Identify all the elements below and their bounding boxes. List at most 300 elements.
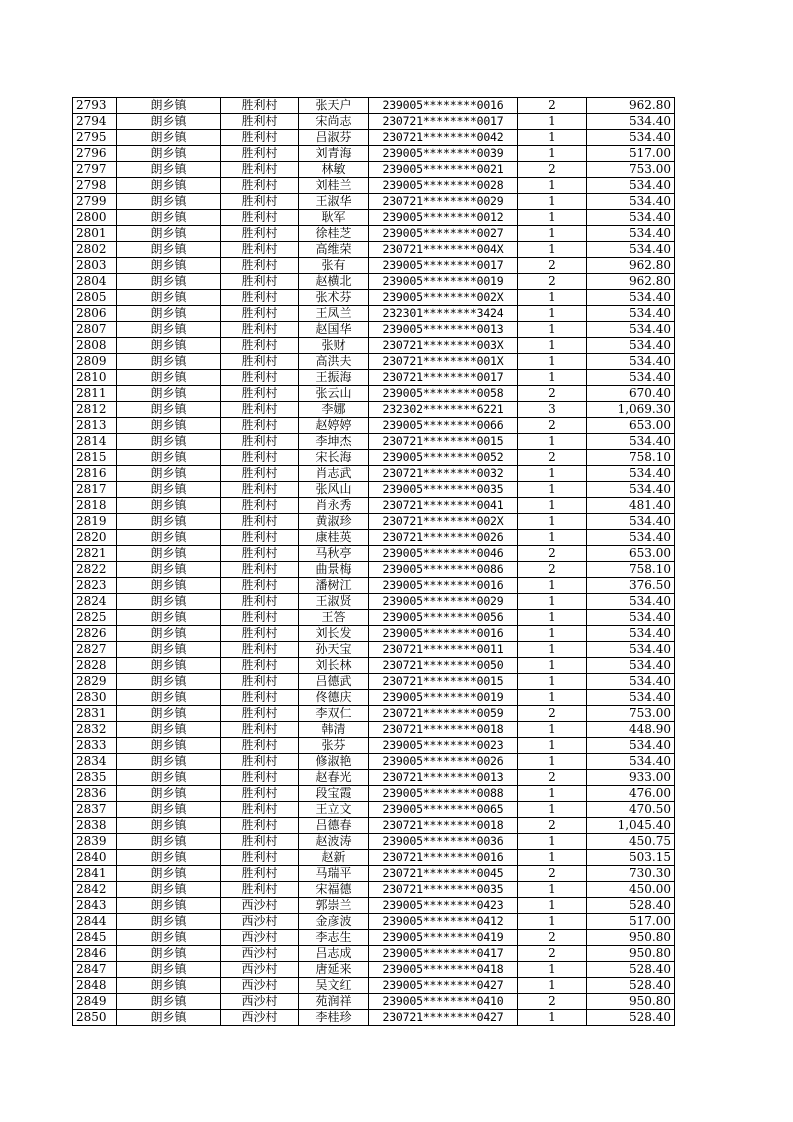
table-row (73, 114, 675, 130)
village-cell: 西沙村 (221, 898, 299, 914)
seq-cell: 2824 (73, 594, 117, 610)
town-cell: 朗乡镇 (117, 178, 221, 194)
amount-cell: 534.40 (587, 754, 675, 770)
table-row (73, 130, 675, 146)
table-row (73, 258, 675, 274)
village-cell: 西沙村 (221, 962, 299, 978)
household-count-cell: 2 (518, 386, 587, 402)
town-cell: 朗乡镇 (117, 130, 221, 146)
seq-cell: 2844 (73, 914, 117, 930)
name-cell: 宋尚志 (299, 114, 369, 130)
household-count-cell: 1 (518, 178, 587, 194)
amount-cell: 534.40 (587, 178, 675, 194)
household-count-cell: 1 (518, 642, 587, 658)
village-cell: 胜利村 (221, 786, 299, 802)
amount-cell: 1,069.30 (587, 402, 675, 418)
table-row (73, 1010, 675, 1026)
village-cell: 胜利村 (221, 706, 299, 722)
seq-cell: 2818 (73, 498, 117, 514)
village-cell: 胜利村 (221, 194, 299, 210)
household-count-cell: 1 (518, 962, 587, 978)
village-cell: 西沙村 (221, 930, 299, 946)
amount-cell: 448.90 (587, 722, 675, 738)
seq-cell: 2836 (73, 786, 117, 802)
household-count-cell: 1 (518, 530, 587, 546)
name-cell: 宋福德 (299, 882, 369, 898)
seq-cell: 2845 (73, 930, 117, 946)
household-count-cell: 2 (518, 162, 587, 178)
household-count-cell: 1 (518, 754, 587, 770)
amount-cell: 534.40 (587, 610, 675, 626)
name-cell: 苑润祥 (299, 994, 369, 1010)
amount-cell: 528.40 (587, 898, 675, 914)
seq-cell: 2800 (73, 210, 117, 226)
seq-cell: 2828 (73, 658, 117, 674)
table-row (73, 930, 675, 946)
village-cell: 胜利村 (221, 562, 299, 578)
amount-cell: 517.00 (587, 146, 675, 162)
id-number-cell: 230721********0029 (369, 194, 518, 210)
amount-cell: 534.40 (587, 642, 675, 658)
name-cell: 张财 (299, 338, 369, 354)
town-cell: 朗乡镇 (117, 818, 221, 834)
village-cell: 西沙村 (221, 946, 299, 962)
village-cell: 胜利村 (221, 578, 299, 594)
town-cell: 朗乡镇 (117, 210, 221, 226)
id-number-cell: 230721********0045 (369, 866, 518, 882)
village-cell: 胜利村 (221, 802, 299, 818)
village-cell: 胜利村 (221, 738, 299, 754)
town-cell: 朗乡镇 (117, 226, 221, 242)
name-cell: 黄淑珍 (299, 514, 369, 530)
village-cell: 胜利村 (221, 386, 299, 402)
name-cell: 刘长发 (299, 626, 369, 642)
table-row (73, 370, 675, 386)
seq-cell: 2801 (73, 226, 117, 242)
seq-cell: 2808 (73, 338, 117, 354)
town-cell: 朗乡镇 (117, 274, 221, 290)
id-number-cell: 239005********0017 (369, 258, 518, 274)
name-cell: 王凤兰 (299, 306, 369, 322)
name-cell: 赵横北 (299, 274, 369, 290)
amount-cell: 534.40 (587, 226, 675, 242)
town-cell: 朗乡镇 (117, 578, 221, 594)
id-number-cell: 239005********0016 (369, 626, 518, 642)
town-cell: 朗乡镇 (117, 946, 221, 962)
seq-cell: 2847 (73, 962, 117, 978)
table-row (73, 674, 675, 690)
amount-cell: 534.40 (587, 242, 675, 258)
household-count-cell: 1 (518, 482, 587, 498)
id-number-cell: 239005********0427 (369, 978, 518, 994)
name-cell: 康桂英 (299, 530, 369, 546)
town-cell: 朗乡镇 (117, 98, 221, 114)
town-cell: 朗乡镇 (117, 514, 221, 530)
name-cell: 张芬 (299, 738, 369, 754)
village-cell: 胜利村 (221, 114, 299, 130)
household-count-cell: 1 (518, 610, 587, 626)
amount-cell: 670.40 (587, 386, 675, 402)
id-number-cell: 239005********0016 (369, 578, 518, 594)
village-cell: 胜利村 (221, 178, 299, 194)
table-row (73, 290, 675, 306)
name-cell: 赵婷婷 (299, 418, 369, 434)
amount-cell: 450.75 (587, 834, 675, 850)
name-cell: 潘树江 (299, 578, 369, 594)
table-row (73, 850, 675, 866)
id-number-cell: 239005********0058 (369, 386, 518, 402)
table-row (73, 386, 675, 402)
town-cell: 朗乡镇 (117, 882, 221, 898)
table-row (73, 98, 675, 114)
table-row (73, 898, 675, 914)
amount-cell: 534.40 (587, 114, 675, 130)
amount-cell: 503.15 (587, 850, 675, 866)
household-count-cell: 1 (518, 306, 587, 322)
town-cell: 朗乡镇 (117, 546, 221, 562)
id-number-cell: 239005********0088 (369, 786, 518, 802)
seq-cell: 2817 (73, 482, 117, 498)
name-cell: 曲景梅 (299, 562, 369, 578)
village-cell: 胜利村 (221, 498, 299, 514)
table-row (73, 514, 675, 530)
seq-cell: 2813 (73, 418, 117, 434)
town-cell: 朗乡镇 (117, 770, 221, 786)
seq-cell: 2794 (73, 114, 117, 130)
name-cell: 吴文红 (299, 978, 369, 994)
amount-cell: 450.00 (587, 882, 675, 898)
town-cell: 朗乡镇 (117, 642, 221, 658)
household-count-cell: 1 (518, 210, 587, 226)
town-cell: 朗乡镇 (117, 562, 221, 578)
table-row (73, 146, 675, 162)
name-cell: 肖永秀 (299, 498, 369, 514)
seq-cell: 2839 (73, 834, 117, 850)
amount-cell: 653.00 (587, 546, 675, 562)
table-row (73, 498, 675, 514)
household-count-cell: 1 (518, 690, 587, 706)
town-cell: 朗乡镇 (117, 850, 221, 866)
town-cell: 朗乡镇 (117, 898, 221, 914)
village-cell: 胜利村 (221, 370, 299, 386)
id-number-cell: 239005********0086 (369, 562, 518, 578)
village-cell: 胜利村 (221, 514, 299, 530)
village-cell: 胜利村 (221, 546, 299, 562)
amount-cell: 753.00 (587, 162, 675, 178)
village-cell: 胜利村 (221, 402, 299, 418)
table-row (73, 626, 675, 642)
table-row (73, 562, 675, 578)
id-number-cell: 239005********0013 (369, 322, 518, 338)
seq-cell: 2838 (73, 818, 117, 834)
household-count-cell: 1 (518, 226, 587, 242)
table-body (73, 98, 675, 1026)
id-number-cell: 230721********0017 (369, 370, 518, 386)
seq-cell: 2814 (73, 434, 117, 450)
id-number-cell: 239005********0012 (369, 210, 518, 226)
id-number-cell: 239005********0419 (369, 930, 518, 946)
village-cell: 胜利村 (221, 290, 299, 306)
id-number-cell: 239005********0027 (369, 226, 518, 242)
amount-cell: 962.80 (587, 274, 675, 290)
table-row (73, 338, 675, 354)
household-count-cell: 1 (518, 738, 587, 754)
table-row (73, 642, 675, 658)
name-cell: 高洪夫 (299, 354, 369, 370)
id-number-cell: 239005********0036 (369, 834, 518, 850)
seq-cell: 2846 (73, 946, 117, 962)
household-count-cell: 1 (518, 594, 587, 610)
table-row (73, 786, 675, 802)
amount-cell: 962.80 (587, 258, 675, 274)
table-row (73, 306, 675, 322)
id-number-cell: 230721********001X (369, 354, 518, 370)
seq-cell: 2842 (73, 882, 117, 898)
seq-cell: 2797 (73, 162, 117, 178)
amount-cell: 528.40 (587, 1010, 675, 1026)
name-cell: 修淑艳 (299, 754, 369, 770)
household-count-cell: 1 (518, 1010, 587, 1026)
household-count-cell: 1 (518, 626, 587, 642)
village-cell: 胜利村 (221, 866, 299, 882)
id-number-cell: 230721********0017 (369, 114, 518, 130)
household-count-cell: 1 (518, 578, 587, 594)
id-number-cell: 230721********0015 (369, 674, 518, 690)
household-count-cell: 2 (518, 706, 587, 722)
town-cell: 朗乡镇 (117, 994, 221, 1010)
town-cell: 朗乡镇 (117, 418, 221, 434)
id-number-cell: 239005********0052 (369, 450, 518, 466)
table-row (73, 162, 675, 178)
name-cell: 刘桂兰 (299, 178, 369, 194)
name-cell: 高维荣 (299, 242, 369, 258)
amount-cell: 534.40 (587, 626, 675, 642)
name-cell: 李志生 (299, 930, 369, 946)
town-cell: 朗乡镇 (117, 610, 221, 626)
table-row (73, 594, 675, 610)
amount-cell: 534.40 (587, 210, 675, 226)
table-row (73, 546, 675, 562)
id-number-cell: 230721********003X (369, 338, 518, 354)
village-cell: 胜利村 (221, 594, 299, 610)
id-number-cell: 230721********0013 (369, 770, 518, 786)
subsidy-table (72, 97, 675, 1026)
table-row (73, 834, 675, 850)
village-cell: 胜利村 (221, 306, 299, 322)
table-row (73, 274, 675, 290)
name-cell: 佟德庆 (299, 690, 369, 706)
seq-cell: 2807 (73, 322, 117, 338)
id-number-cell: 239005********0039 (369, 146, 518, 162)
table-row (73, 610, 675, 626)
table-row (73, 402, 675, 418)
seq-cell: 2841 (73, 866, 117, 882)
id-number-cell: 239005********0412 (369, 914, 518, 930)
id-number-cell: 239005********0035 (369, 482, 518, 498)
name-cell: 李双仁 (299, 706, 369, 722)
name-cell: 肖志武 (299, 466, 369, 482)
household-count-cell: 1 (518, 434, 587, 450)
id-number-cell: 232301********3424 (369, 306, 518, 322)
seq-cell: 2837 (73, 802, 117, 818)
village-cell: 胜利村 (221, 354, 299, 370)
seq-cell: 2793 (73, 98, 117, 114)
amount-cell: 758.10 (587, 450, 675, 466)
table-row (73, 242, 675, 258)
table-row (73, 578, 675, 594)
household-count-cell: 1 (518, 674, 587, 690)
village-cell: 胜利村 (221, 530, 299, 546)
name-cell: 李娜 (299, 402, 369, 418)
town-cell: 朗乡镇 (117, 162, 221, 178)
household-count-cell: 3 (518, 402, 587, 418)
id-number-cell: 239005********0016 (369, 98, 518, 114)
table-row (73, 482, 675, 498)
town-cell: 朗乡镇 (117, 594, 221, 610)
id-number-cell: 239005********0056 (369, 610, 518, 626)
amount-cell: 534.40 (587, 338, 675, 354)
household-count-cell: 2 (518, 866, 587, 882)
village-cell: 胜利村 (221, 338, 299, 354)
village-cell: 胜利村 (221, 642, 299, 658)
amount-cell: 534.40 (587, 130, 675, 146)
town-cell: 朗乡镇 (117, 466, 221, 482)
name-cell: 张有 (299, 258, 369, 274)
household-count-cell: 1 (518, 466, 587, 482)
seq-cell: 2850 (73, 1010, 117, 1026)
town-cell: 朗乡镇 (117, 306, 221, 322)
seq-cell: 2829 (73, 674, 117, 690)
household-count-cell: 1 (518, 338, 587, 354)
name-cell: 赵国华 (299, 322, 369, 338)
id-number-cell: 232302********6221 (369, 402, 518, 418)
village-cell: 胜利村 (221, 834, 299, 850)
amount-cell: 534.40 (587, 530, 675, 546)
name-cell: 吕志成 (299, 946, 369, 962)
name-cell: 张风山 (299, 482, 369, 498)
village-cell: 胜利村 (221, 466, 299, 482)
household-count-cell: 1 (518, 514, 587, 530)
household-count-cell: 1 (518, 834, 587, 850)
village-cell: 胜利村 (221, 146, 299, 162)
amount-cell: 470.50 (587, 802, 675, 818)
name-cell: 张术芬 (299, 290, 369, 306)
table-row (73, 354, 675, 370)
amount-cell: 653.00 (587, 418, 675, 434)
amount-cell: 534.40 (587, 322, 675, 338)
seq-cell: 2832 (73, 722, 117, 738)
household-count-cell: 1 (518, 290, 587, 306)
amount-cell: 753.00 (587, 706, 675, 722)
household-count-cell: 1 (518, 114, 587, 130)
id-number-cell: 239005********0021 (369, 162, 518, 178)
household-count-cell: 2 (518, 274, 587, 290)
amount-cell: 933.00 (587, 770, 675, 786)
village-cell: 胜利村 (221, 418, 299, 434)
household-count-cell: 1 (518, 130, 587, 146)
id-number-cell: 230721********0016 (369, 850, 518, 866)
name-cell: 赵新 (299, 850, 369, 866)
town-cell: 朗乡镇 (117, 194, 221, 210)
town-cell: 朗乡镇 (117, 866, 221, 882)
amount-cell: 376.50 (587, 578, 675, 594)
amount-cell: 534.40 (587, 482, 675, 498)
id-number-cell: 230721********0015 (369, 434, 518, 450)
seq-cell: 2843 (73, 898, 117, 914)
town-cell: 朗乡镇 (117, 450, 221, 466)
table-row (73, 210, 675, 226)
town-cell: 朗乡镇 (117, 802, 221, 818)
town-cell: 朗乡镇 (117, 322, 221, 338)
town-cell: 朗乡镇 (117, 370, 221, 386)
town-cell: 朗乡镇 (117, 658, 221, 674)
household-count-cell: 1 (518, 322, 587, 338)
name-cell: 张天户 (299, 98, 369, 114)
amount-cell: 534.40 (587, 434, 675, 450)
town-cell: 朗乡镇 (117, 690, 221, 706)
name-cell: 赵波涛 (299, 834, 369, 850)
id-number-cell: 230721********0041 (369, 498, 518, 514)
household-count-cell: 2 (518, 946, 587, 962)
household-count-cell: 2 (518, 818, 587, 834)
town-cell: 朗乡镇 (117, 914, 221, 930)
seq-cell: 2810 (73, 370, 117, 386)
table-row (73, 914, 675, 930)
table-row (73, 770, 675, 786)
village-cell: 胜利村 (221, 754, 299, 770)
household-count-cell: 1 (518, 194, 587, 210)
id-number-cell: 230721********0035 (369, 882, 518, 898)
id-number-cell: 230721********0059 (369, 706, 518, 722)
town-cell: 朗乡镇 (117, 338, 221, 354)
town-cell: 朗乡镇 (117, 674, 221, 690)
table-row (73, 978, 675, 994)
table-row (73, 466, 675, 482)
town-cell: 朗乡镇 (117, 962, 221, 978)
amount-cell: 534.40 (587, 690, 675, 706)
village-cell: 胜利村 (221, 626, 299, 642)
table-row (73, 802, 675, 818)
table-row (73, 738, 675, 754)
name-cell: 王答 (299, 610, 369, 626)
id-number-cell: 239005********002X (369, 290, 518, 306)
seq-cell: 2799 (73, 194, 117, 210)
table-row (73, 658, 675, 674)
seq-cell: 2805 (73, 290, 117, 306)
village-cell: 胜利村 (221, 882, 299, 898)
amount-cell: 534.40 (587, 466, 675, 482)
name-cell: 郭崇兰 (299, 898, 369, 914)
amount-cell: 534.40 (587, 370, 675, 386)
town-cell: 朗乡镇 (117, 706, 221, 722)
town-cell: 朗乡镇 (117, 930, 221, 946)
id-number-cell: 239005********0410 (369, 994, 518, 1010)
seq-cell: 2822 (73, 562, 117, 578)
id-number-cell: 230721********002X (369, 514, 518, 530)
household-count-cell: 1 (518, 498, 587, 514)
table-row (73, 434, 675, 450)
town-cell: 朗乡镇 (117, 258, 221, 274)
seq-cell: 2835 (73, 770, 117, 786)
amount-cell: 481.40 (587, 498, 675, 514)
town-cell: 朗乡镇 (117, 498, 221, 514)
household-count-cell: 2 (518, 930, 587, 946)
town-cell: 朗乡镇 (117, 738, 221, 754)
table-row (73, 690, 675, 706)
table-row (73, 706, 675, 722)
name-cell: 宋长海 (299, 450, 369, 466)
name-cell: 吕德武 (299, 674, 369, 690)
